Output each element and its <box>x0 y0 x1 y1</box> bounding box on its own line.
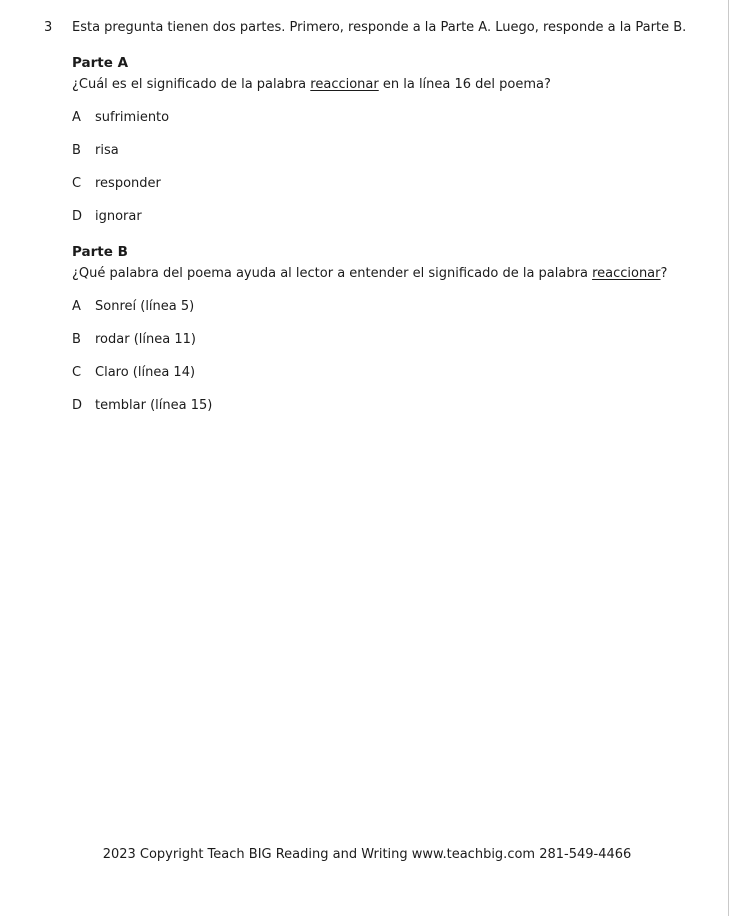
option-letter: D <box>72 209 83 224</box>
question-block <box>44 17 696 417</box>
option-text: responder <box>95 176 161 191</box>
parte-a-prompt <box>72 74 692 96</box>
parte-b-prompt-before: ¿Qué palabra del poema ayuda al lector a entender el significado de la palabra <box>72 266 593 281</box>
option-row <box>72 206 692 228</box>
page-right-border <box>728 0 729 916</box>
option-row <box>72 107 692 129</box>
option-text: temblar (línea 15) <box>95 398 213 413</box>
option-letter: A <box>72 299 81 314</box>
question-body <box>72 17 692 417</box>
question-number: 3 <box>44 20 53 35</box>
option-row <box>72 173 692 195</box>
parte-a-underlined-word: reaccionar <box>310 77 379 92</box>
parte-b-section <box>72 241 692 417</box>
option-letter: C <box>72 176 82 191</box>
question-row <box>44 17 696 417</box>
option-text: sufrimiento <box>95 110 170 125</box>
question-intro: Esta pregunta tienen dos partes. Primero, responde a la Parte A. Luego, responde a la Parte B. <box>72 20 687 35</box>
parte-a-prompt-before: ¿Cuál es el significado de la palabra <box>72 77 311 92</box>
parte-b-options <box>72 296 692 417</box>
parte-b-prompt <box>72 263 692 285</box>
option-letter: A <box>72 110 81 125</box>
parte-b-title: Parte B <box>72 244 128 260</box>
option-row <box>72 140 692 162</box>
option-letter: D <box>72 398 83 413</box>
parte-a-prompt-after: en la línea 16 del poema? <box>378 77 551 92</box>
option-text: ignorar <box>95 209 142 224</box>
option-letter: B <box>72 332 81 347</box>
parte-a-title: Parte A <box>72 55 129 71</box>
option-text: Claro (línea 14) <box>95 365 196 380</box>
option-letter: C <box>72 365 82 380</box>
option-text: risa <box>95 143 119 158</box>
page-footer: 2023 Copyright Teach BIG Reading and Writing www.teachbig.com 281-549-4466 <box>102 847 632 862</box>
parte-b-prompt-after: ? <box>660 266 668 281</box>
option-text: Sonreí (línea 5) <box>95 299 195 314</box>
option-text: rodar (línea 11) <box>95 332 196 347</box>
option-letter: B <box>72 143 81 158</box>
option-row <box>72 296 692 318</box>
option-row <box>72 329 692 351</box>
option-row <box>72 362 692 384</box>
parte-a-options <box>72 107 692 228</box>
parte-b-underlined-word: reaccionar <box>592 266 661 281</box>
parte-a-section <box>72 52 692 228</box>
option-row <box>72 395 692 417</box>
